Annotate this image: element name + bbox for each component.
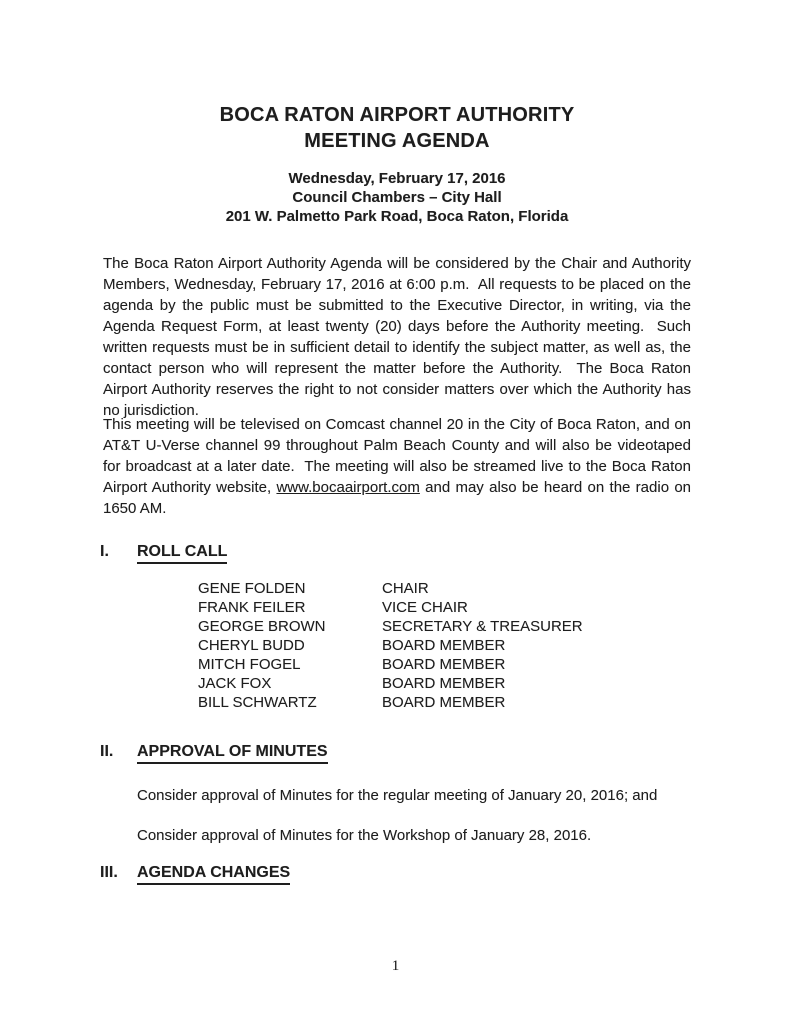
roll-call-row [198,674,648,693]
roll-call-row [198,617,648,636]
roll-call-row [198,693,648,712]
document-title-line1: BOCA RATON AIRPORT AUTHORITY [219,104,575,126]
member-name: BILL SCHWARTZ [198,694,317,711]
member-role: BOARD MEMBER [382,637,506,654]
roll-call-list [198,579,648,712]
member-role: CHAIR [382,580,429,597]
section-heading-roll-call [100,543,700,564]
broadcast-paragraph [103,414,691,519]
broadcast-text-before: This meeting will be televised on Comcast channel 20 in the City of Boca Raton, and on AT&T U-Verse channel 99 throughout Palm Beach County and will also be videotaped for broadcast at a later date. The meeting will also be streamed live to the Boca Raton Airport Authority website, [103,416,691,496]
member-name: FRANK FEILER [198,599,306,616]
section-heading-agenda-changes [100,864,700,885]
meeting-info [103,169,691,226]
roll-call-row [198,598,648,617]
minutes-item: Consider approval of Minutes for the regular meeting of January 20, 2016; and [137,787,658,804]
broadcast-text-after: and may also be heard on the radio on 1650 AM. [103,479,692,517]
section-numeral: I. [100,543,109,560]
meeting-date: Wednesday, February 17, 2016 [288,170,506,187]
section-numeral: III. [100,864,118,881]
member-name: MITCH FOGEL [198,656,301,673]
meeting-address: 201 W. Palmetto Park Road, Boca Raton, Florida [225,208,569,225]
member-name: GENE FOLDEN [198,580,306,597]
intro-paragraph: The Boca Raton Airport Authority Agenda will be considered by the Chair and Authority Members, Wednesday, February 17, 2016 at 6:00 p.m. All requests to be placed on the agenda by the public must be submitted to the Executive Director, in writing, via the Agenda Request Form, at least twenty (20) days before the Authority meeting. Such written requests must be in sufficient detail to identify the subject matter, as well as, the contact person who will represent the matter before the Authority. The Boca Raton Airport Authority reserves the right to not consider matters over which the Authority has no jurisdiction. [103,255,691,419]
website-link[interactable]: www.bocaairport.com [276,479,420,496]
section-heading-approval-of-minutes [100,743,700,764]
section-title: AGENDA CHANGES [137,864,290,885]
document-title [103,102,691,154]
roll-call-row [198,579,648,598]
section-title: APPROVAL OF MINUTES [137,743,328,764]
member-role: SECRETARY & TREASURER [382,618,583,635]
section-title: ROLL CALL [137,543,227,564]
minutes-item: Consider approval of Minutes for the Workshop of January 28, 2016. [137,827,592,844]
member-name: JACK FOX [198,675,272,692]
roll-call-row [198,655,648,674]
member-role: BOARD MEMBER [382,675,506,692]
member-name: GEORGE BROWN [198,618,326,635]
member-role: VICE CHAIR [382,599,468,616]
section-numeral: II. [100,743,114,760]
document-title-line2: MEETING AGENDA [304,130,490,152]
member-role: BOARD MEMBER [382,694,506,711]
member-role: BOARD MEMBER [382,656,506,673]
meeting-venue: Council Chambers – City Hall [292,189,502,206]
member-name: CHERYL BUDD [198,637,305,654]
roll-call-row [198,636,648,655]
page-number: 1 [391,958,400,974]
